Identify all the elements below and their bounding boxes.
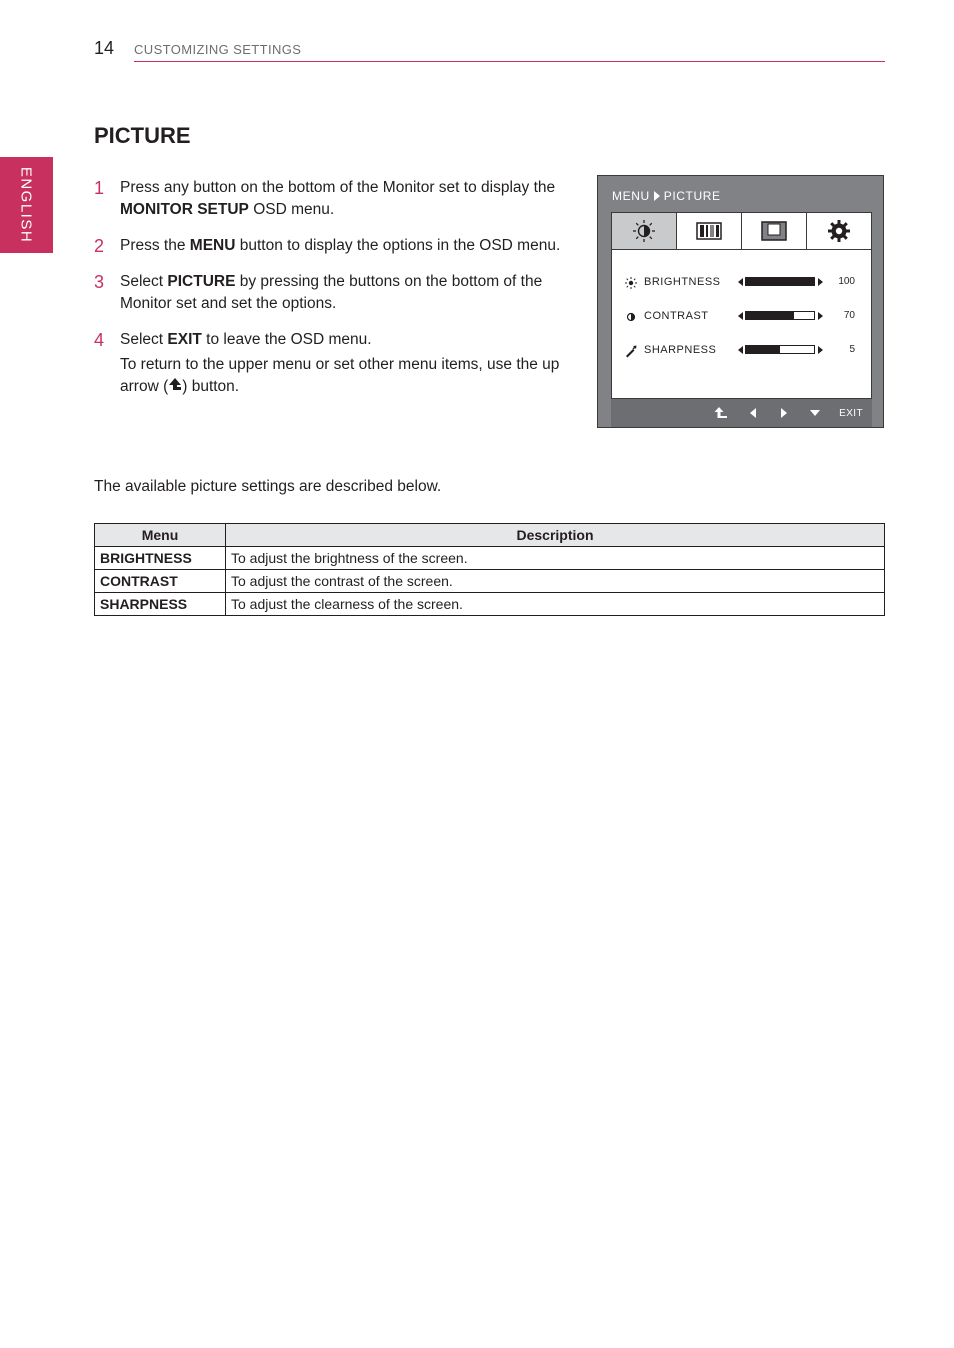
settings-icon: [827, 219, 851, 243]
level-bar[interactable]: [745, 345, 815, 354]
down-arrow-icon[interactable]: [808, 406, 822, 420]
steps-list: [94, 177, 564, 412]
decrease-arrow-icon[interactable]: [738, 312, 743, 320]
language-tab: [0, 157, 53, 253]
osd-footer: [611, 399, 872, 427]
contrast-icon: [624, 310, 638, 324]
description-cell: To adjust the contrast of the screen.: [226, 570, 885, 593]
color-icon: [696, 222, 722, 240]
picture-icon: [632, 219, 656, 243]
table-row: [95, 547, 885, 570]
section-header: CUSTOMIZING SETTINGS: [134, 42, 302, 57]
menu-cell: BRIGHTNESS: [95, 547, 226, 570]
step-item: [94, 177, 564, 221]
decrease-arrow-icon[interactable]: [738, 346, 743, 354]
menu-cell: SHARPNESS: [95, 593, 226, 616]
step-item: [94, 235, 564, 257]
tab-settings[interactable]: [807, 213, 871, 249]
osd-setting-label: SHARPNESS: [644, 344, 717, 356]
level-bar[interactable]: [745, 311, 815, 320]
step-number: 1: [94, 178, 105, 198]
tab-display[interactable]: [742, 213, 807, 249]
up-arrow-icon: [168, 377, 182, 393]
exit-button[interactable]: EXIT: [839, 408, 863, 419]
page-title: PICTURE: [94, 123, 191, 148]
up-arrow-icon[interactable]: [714, 406, 728, 420]
description-cell: To adjust the brightness of the screen.: [226, 547, 885, 570]
decrease-arrow-icon[interactable]: [738, 278, 743, 286]
step-text: Press any button on the bottom of the Monitor set to display the MONITOR SETUP OSD menu.: [120, 179, 556, 218]
increase-arrow-icon[interactable]: [818, 346, 823, 354]
osd-setting-contrast[interactable]: [612, 307, 871, 327]
right-arrow-icon[interactable]: [777, 406, 791, 420]
page-number: 14: [94, 38, 115, 58]
step-text: Select EXIT to leave the OSD menu.: [120, 331, 372, 348]
sharpness-icon: [624, 344, 638, 358]
table-header-row: [95, 524, 885, 547]
osd-breadcrumb: MENU PICTURE: [612, 189, 721, 203]
osd-setting-value: 5: [849, 344, 855, 355]
intro-text: The available picture settings are described below.: [94, 478, 442, 495]
tab-color[interactable]: [677, 213, 742, 249]
column-header-description: Description: [226, 524, 885, 547]
osd-setting-label: BRIGHTNESS: [644, 276, 721, 288]
level-bar[interactable]: [745, 277, 815, 286]
step-item: [94, 271, 564, 315]
step-number: 4: [94, 330, 105, 350]
display-icon: [761, 221, 787, 241]
language-tab-label: ENGLISH: [17, 166, 35, 244]
breadcrumb-arrow-icon: [654, 191, 660, 201]
step-item: [94, 329, 564, 398]
step-text: Press the MENU button to display the options in the OSD menu.: [120, 237, 561, 254]
table-row: [95, 593, 885, 616]
osd-screen: [597, 175, 884, 428]
column-header-menu: Menu: [95, 524, 226, 547]
step-number: 3: [94, 272, 105, 292]
osd-setting-value: 100: [838, 276, 855, 287]
osd-setting-label: CONTRAST: [644, 310, 709, 322]
osd-tabs: [612, 213, 871, 250]
description-cell: To adjust the clearness of the screen.: [226, 593, 885, 616]
osd-setting-sharpness[interactable]: [612, 341, 871, 361]
increase-arrow-icon[interactable]: [818, 278, 823, 286]
step-number: 2: [94, 236, 105, 256]
osd-setting-value: 70: [843, 310, 855, 321]
increase-arrow-icon[interactable]: [818, 312, 823, 320]
osd-setting-brightness[interactable]: [612, 273, 871, 293]
tab-picture[interactable]: [612, 213, 677, 249]
left-arrow-icon[interactable]: [746, 406, 760, 420]
step-text: Select PICTURE by pressing the buttons on the bottom of the Monitor set and set the options.: [120, 273, 543, 312]
step-note: To return to the upper menu or set other menu items, use the up arrow ( ) button.: [120, 356, 560, 395]
header-rule: [134, 61, 885, 62]
menu-cell: CONTRAST: [95, 570, 226, 593]
table-row: [95, 570, 885, 593]
sun-icon: [624, 276, 638, 290]
settings-table: [94, 523, 885, 616]
osd-panel: [611, 212, 872, 399]
